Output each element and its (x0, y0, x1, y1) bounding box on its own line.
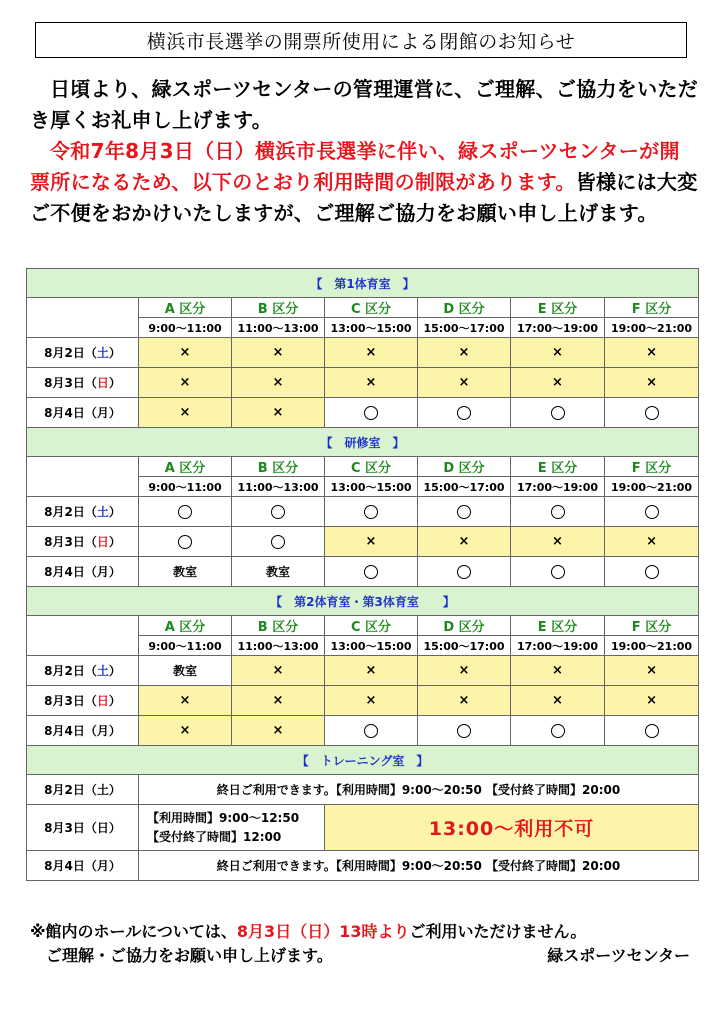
cell-text: 教室 (172, 565, 197, 579)
unavailable-notice: 13:00～利用不可 (325, 805, 699, 851)
availability-cell (139, 338, 232, 368)
table-row (27, 497, 699, 527)
section-header (27, 428, 699, 457)
availability-cell (418, 398, 511, 428)
availability-cell (511, 398, 605, 428)
available-icon (178, 505, 192, 519)
room-name: 【 第1体育室 】 (27, 269, 699, 298)
availability-cell (139, 527, 232, 557)
availability-cell (325, 527, 418, 557)
footer-line-1 (30, 920, 700, 944)
day-of-week: 土 (96, 505, 109, 519)
availability-cell (139, 497, 232, 527)
availability-cell (325, 368, 418, 398)
availability-cell (325, 497, 418, 527)
available-icon (364, 505, 378, 519)
training-row (27, 851, 699, 881)
availability-cell (511, 338, 605, 368)
date-close: ） (108, 724, 121, 738)
availability-cell (418, 527, 511, 557)
date-text: 8月2日（ (44, 505, 97, 519)
period-label-row (27, 457, 699, 477)
period-label: E 区分 (511, 457, 605, 477)
unavailable-mark: × (272, 345, 284, 360)
available-icon (364, 565, 378, 579)
availability-cell (232, 557, 325, 587)
availability-cell (511, 497, 605, 527)
unavailable-mark: × (272, 723, 284, 738)
availability-cell (511, 686, 605, 716)
period-label: B 区分 (232, 457, 325, 477)
availability-cell (325, 398, 418, 428)
notice-title-text: 横浜市長選挙の開票所使用による閉館のお知らせ (146, 30, 576, 53)
availability-cell (139, 716, 232, 746)
available-icon (645, 724, 659, 738)
unavailable-mark: × (179, 723, 191, 738)
footer-post: ご利用いただけません。 (409, 922, 587, 941)
period-label: F 区分 (605, 616, 699, 636)
period-label: D 区分 (418, 616, 511, 636)
available-icon (645, 565, 659, 579)
day-of-week: 月 (96, 565, 109, 579)
table-row (27, 557, 699, 587)
available-icon (551, 505, 565, 519)
availability-cell (605, 527, 699, 557)
unavailable-mark: × (646, 534, 657, 549)
availability-cell (139, 686, 232, 716)
day-of-week: 日 (96, 821, 109, 835)
period-label: A 区分 (139, 457, 232, 477)
available-icon (645, 505, 659, 519)
unavailable-mark: × (365, 534, 377, 549)
unavailable-mark: × (272, 693, 284, 708)
availability-cell (418, 656, 511, 686)
period-time: 9:00～11:00 (139, 477, 232, 497)
cell-text: 教室 (265, 565, 290, 579)
availability-cell (139, 557, 232, 587)
availability-cell (232, 656, 325, 686)
period-time: 13:00～15:00 (325, 477, 418, 497)
section-header (27, 746, 699, 775)
table-row (27, 527, 699, 557)
date-close: ） (108, 406, 121, 420)
period-label-row (27, 298, 699, 318)
footer-request: ご理解・ご協力をお願い申し上げます。 (46, 946, 333, 965)
unavailable-mark: × (179, 693, 191, 708)
unavailable-mark: × (552, 663, 563, 678)
availability-cell (325, 686, 418, 716)
training-row (27, 805, 699, 851)
day-of-week: 土 (96, 783, 109, 797)
period-time: 13:00～15:00 (325, 636, 418, 656)
unavailable-mark: × (458, 345, 470, 360)
unavailable-mark: × (365, 693, 377, 708)
availability-cell (325, 557, 418, 587)
availability-cell (418, 557, 511, 587)
period-time: 19:00～21:00 (605, 636, 699, 656)
header-blank (27, 616, 139, 656)
date-close: ） (108, 694, 121, 708)
date-cell (27, 775, 139, 805)
date-cell (27, 686, 139, 716)
notice-title (35, 22, 687, 58)
availability-cell (418, 716, 511, 746)
availability-cell (139, 656, 232, 686)
usage-hours: 【利用時間】9:00～12:50 (147, 810, 300, 825)
availability-cell (605, 686, 699, 716)
table-row (27, 716, 699, 746)
date-close: ） (108, 664, 121, 678)
date-text: 8月2日（ (44, 346, 97, 360)
day-of-week: 日 (96, 376, 109, 390)
unavailable-mark: × (458, 693, 470, 708)
period-label: A 区分 (139, 616, 232, 636)
availability-cell (325, 716, 418, 746)
period-time: 17:00～19:00 (511, 636, 605, 656)
unavailable-mark: × (179, 375, 191, 390)
day-of-week: 月 (96, 406, 109, 420)
date-close: ） (108, 505, 121, 519)
footer-signature: 緑スポーツセンター (547, 946, 690, 965)
available-icon (457, 565, 471, 579)
period-label: F 区分 (605, 457, 699, 477)
available-icon (551, 565, 565, 579)
availability-cell (605, 497, 699, 527)
availability-cell (325, 656, 418, 686)
date-cell (27, 338, 139, 368)
table-row (27, 398, 699, 428)
date-cell (27, 497, 139, 527)
period-label: C 区分 (325, 616, 418, 636)
date-cell (27, 805, 139, 851)
period-time: 11:00～13:00 (232, 477, 325, 497)
training-note: 終日ご利用できます。【利用時間】9:00～20:50 【受付終了時間】20:00 (139, 851, 699, 881)
unavailable-mark: × (646, 345, 657, 360)
availability-cell (418, 686, 511, 716)
period-label: C 区分 (325, 298, 418, 318)
period-label: D 区分 (418, 298, 511, 318)
date-close: ） (108, 859, 121, 873)
period-label: F 区分 (605, 298, 699, 318)
period-time: 9:00～11:00 (139, 636, 232, 656)
unavailable-mark: × (365, 345, 377, 360)
date-close: ） (108, 821, 121, 835)
header-blank (27, 457, 139, 497)
room-name: 【 トレーニング室 】 (27, 746, 699, 775)
unavailable-mark: × (646, 375, 657, 390)
unavailable-mark: × (179, 345, 191, 360)
available-icon (457, 724, 471, 738)
intro-request-text: 皆様には大変ご不便をおかけいたしますが、ご理解ご協力をお願い申し上げます。 (30, 170, 698, 225)
unavailable-mark: × (646, 693, 657, 708)
date-cell (27, 656, 139, 686)
day-of-week: 日 (96, 535, 109, 549)
date-text: 8月4日（ (44, 406, 97, 420)
period-time: 11:00～13:00 (232, 636, 325, 656)
available-icon (457, 406, 471, 420)
day-of-week: 日 (96, 694, 109, 708)
period-time: 13:00～15:00 (325, 318, 418, 338)
availability-cell (232, 686, 325, 716)
training-note: 終日ご利用できます。【利用時間】9:00～20:50 【受付終了時間】20:00 (139, 775, 699, 805)
reception-end: 【受付終了時間】12:00 (147, 829, 282, 844)
availability-cell (232, 368, 325, 398)
date-text: 8月2日（ (44, 664, 97, 678)
date-text: 8月3日（ (44, 376, 97, 390)
period-label: E 区分 (511, 616, 605, 636)
availability-cell (139, 398, 232, 428)
schedule-table (26, 268, 699, 881)
period-time: 9:00～11:00 (139, 318, 232, 338)
available-icon (551, 724, 565, 738)
availability-cell (511, 527, 605, 557)
period-time: 19:00～21:00 (605, 318, 699, 338)
availability-cell (418, 497, 511, 527)
date-close: ） (108, 376, 121, 390)
date-close: ） (108, 346, 121, 360)
availability-cell (605, 398, 699, 428)
day-of-week: 月 (96, 724, 109, 738)
training-row (27, 775, 699, 805)
availability-cell (232, 398, 325, 428)
unavailable-mark: × (272, 663, 284, 678)
intro-paragraph-2 (30, 136, 700, 229)
period-label: B 区分 (232, 616, 325, 636)
room-name: 【 第2体育室・第3体育室 】 (27, 587, 699, 616)
cell-text: 教室 (172, 664, 197, 678)
availability-cell (511, 716, 605, 746)
footer-red: 8月3日（日）13時より (236, 922, 410, 941)
intro-paragraph-1: 日頃より、緑スポーツセンターの管理運営に、ご理解、ご協力をいただき厚くお礼申し上げます。 (30, 77, 698, 132)
unavailable-mark: × (552, 375, 563, 390)
date-close: ） (108, 535, 121, 549)
footer-pre: ※館内のホールについては、 (30, 922, 237, 941)
available-icon (178, 535, 192, 549)
header-blank (27, 298, 139, 338)
date-cell (27, 527, 139, 557)
availability-cell (325, 338, 418, 368)
available-icon (364, 406, 378, 420)
period-label: E 区分 (511, 298, 605, 318)
availability-cell (511, 656, 605, 686)
footer-note (30, 920, 700, 968)
availability-cell (418, 338, 511, 368)
date-text: 8月4日（ (44, 565, 97, 579)
unavailable-mark: × (272, 405, 284, 420)
date-close: ） (108, 565, 121, 579)
date-text: 8月3日（ (44, 821, 97, 835)
date-text: 8月2日（ (44, 783, 97, 797)
unavailable-mark: × (646, 663, 657, 678)
date-close: ） (108, 783, 121, 797)
period-label-row (27, 616, 699, 636)
unavailable-mark: × (552, 534, 563, 549)
intro-red-text: 令和7年8月3日（日）横浜市長選挙に伴い、緑スポーツセンターが開票所になるため、以下のとおり利用時間の制限があります。 (30, 139, 680, 194)
availability-cell (605, 656, 699, 686)
day-of-week: 土 (96, 664, 109, 678)
intro-text (30, 74, 700, 229)
period-time: 11:00～13:00 (232, 318, 325, 338)
period-label: C 区分 (325, 457, 418, 477)
available-icon (364, 724, 378, 738)
date-cell (27, 398, 139, 428)
availability-cell (418, 368, 511, 398)
available-icon (645, 406, 659, 420)
unavailable-mark: × (552, 345, 563, 360)
table-row (27, 338, 699, 368)
availability-cell (511, 557, 605, 587)
date-cell (27, 368, 139, 398)
availability-cell (232, 338, 325, 368)
date-text: 8月3日（ (44, 694, 97, 708)
room-name: 【 研修室 】 (27, 428, 699, 457)
footer-line-2 (30, 944, 700, 968)
unavailable-mark: × (552, 693, 563, 708)
day-of-week: 土 (96, 346, 109, 360)
unavailable-mark: × (458, 534, 470, 549)
date-text: 8月3日（ (44, 535, 97, 549)
availability-cell (232, 716, 325, 746)
section-header (27, 587, 699, 616)
available-icon (271, 535, 285, 549)
availability-cell (605, 368, 699, 398)
table-row (27, 686, 699, 716)
availability-cell (139, 368, 232, 398)
availability-cell (605, 338, 699, 368)
period-time: 17:00～19:00 (511, 318, 605, 338)
unavailable-mark: × (458, 375, 470, 390)
availability-cell (605, 557, 699, 587)
date-text: 8月4日（ (44, 859, 97, 873)
table-row (27, 656, 699, 686)
period-time: 15:00～17:00 (418, 318, 511, 338)
availability-cell (511, 368, 605, 398)
availability-cell (605, 716, 699, 746)
period-label: A 区分 (139, 298, 232, 318)
unavailable-mark: × (365, 375, 377, 390)
date-text: 8月4日（ (44, 724, 97, 738)
period-time: 17:00～19:00 (511, 477, 605, 497)
unavailable-mark: × (179, 405, 191, 420)
period-label: B 区分 (232, 298, 325, 318)
section-header (27, 269, 699, 298)
day-of-week: 月 (96, 859, 109, 873)
unavailable-mark: × (272, 375, 284, 390)
date-cell (27, 716, 139, 746)
period-time: 15:00～17:00 (418, 477, 511, 497)
date-cell (27, 851, 139, 881)
period-time: 15:00～17:00 (418, 636, 511, 656)
training-morning-hours (139, 805, 325, 851)
available-icon (271, 505, 285, 519)
available-icon (457, 505, 471, 519)
period-label: D 区分 (418, 457, 511, 477)
period-time: 19:00～21:00 (605, 477, 699, 497)
unavailable-mark: × (458, 663, 470, 678)
unavailable-mark: × (365, 663, 377, 678)
available-icon (551, 406, 565, 420)
table-row (27, 368, 699, 398)
availability-cell (232, 527, 325, 557)
availability-cell (232, 497, 325, 527)
date-cell (27, 557, 139, 587)
